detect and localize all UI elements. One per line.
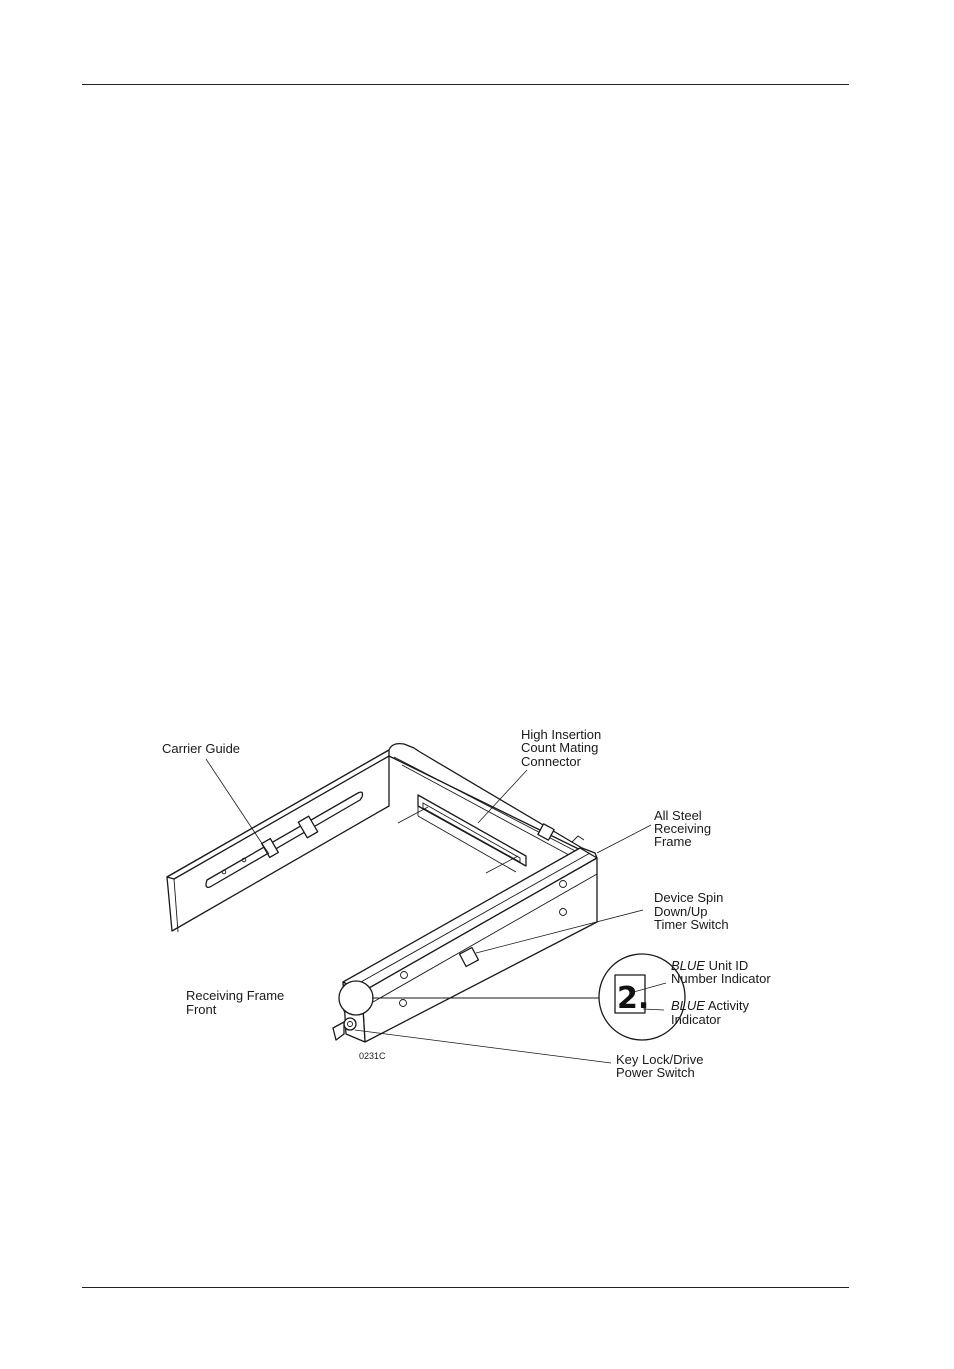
svg-text:Count Mating: Count Mating [521,740,599,755]
svg-text:Timer Switch: Timer Switch [654,917,729,932]
carrier-guide-label: Carrier Guide [162,741,241,756]
svg-text:All Steel: All Steel [654,808,702,823]
svg-text:Receiving Frame: Receiving Frame [186,988,285,1003]
svg-text:Frame: Frame [654,834,692,849]
svg-text:Power Switch: Power Switch [616,1065,695,1080]
svg-text:BLUE Activity: BLUE Activity [671,998,750,1013]
svg-text:Front: Front [186,1002,217,1017]
svg-text:Number Indicator: Number Indicator [671,971,771,986]
receiving-frame-label [654,808,711,849]
svg-text:Device Spin: Device Spin [654,890,724,905]
svg-text:Indicator: Indicator [671,1012,721,1027]
key-lock-label [616,1052,703,1080]
svg-text:Key Lock/Drive: Key Lock/Drive [616,1052,704,1067]
carrier-guide-slot [206,792,363,887]
right-side-rail [343,848,597,1042]
unit-id-label [671,958,771,986]
connector-label [521,727,601,769]
svg-text:BLUE Unit ID: BLUE Unit ID [671,958,749,973]
unit-number: 2. [617,981,650,1016]
front-indicator [339,981,373,1015]
svg-text:Connector: Connector [521,754,581,769]
svg-text:High Insertion: High Insertion [521,727,602,742]
svg-text:Down/Up: Down/Up [654,904,708,919]
timer-switch-label [654,890,729,932]
svg-text:Receiving: Receiving [654,821,712,836]
activity-label [671,998,750,1027]
figure-code: 0231C [359,1051,386,1061]
frame-front-label [186,988,284,1017]
